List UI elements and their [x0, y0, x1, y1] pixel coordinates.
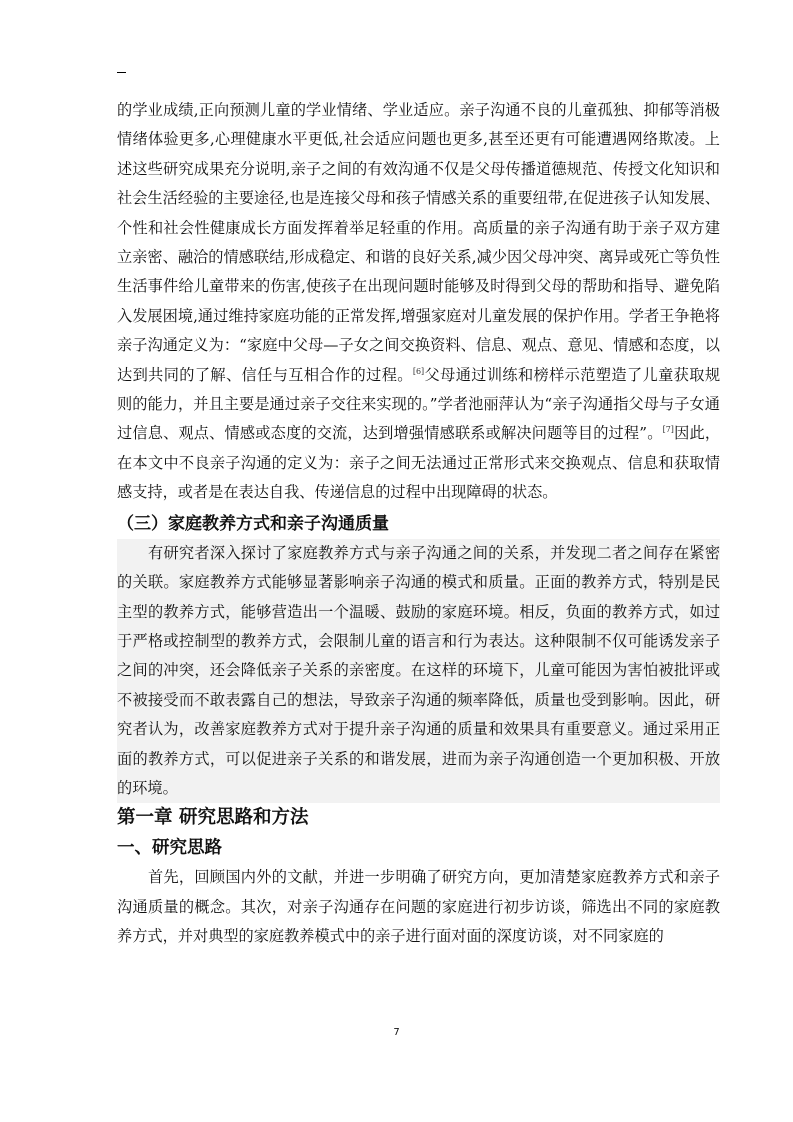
page-content: [117, 96, 720, 952]
subsection-1-paragraph: 首先，回顾国内外的文献，并进一步明确了研究方向，更加清楚家庭教养方式和亲子沟通质量的概念。其次，对亲子沟通存在问题的家庭进行初步访谈，筛选出不同的家庭教养方式，并对典型的家庭教养模式中的亲子进行面对面的深度访谈，对不同家庭的: [117, 868, 720, 946]
subsection-1-heading: 一、研究思路: [117, 838, 222, 859]
intro-paragraph-part1: 的学业成绩,正向预测儿童的学业情绪、学业适应。亲子沟通不良的儿童孤独、抑郁等消极情绪体验更多,心理健康水平更低,社会适应问题也更多,甚至还更有可能遭遇网络欺凌。上述这些研究成果充分说明,亲子之间的有效沟通不仅是父母传播道德规范、传授文化知识和社会生活经验的主要途径,也是连接父母和孩子情感关系的重要纽带,在促进孩子认知发展、个性和社会性健康成长方面发挥着举足轻重的作用。高质量的亲子沟通有助于亲子双方建立亲密、融洽的情感联结,形成稳定、和谐的良好关系,减少因父母冲突、离异或死亡等负性生活事件给儿童带来的伤害,使孩子在出现问题时能够及时得到父母的帮助和指导、避免陷入发展困境,通过维持家庭功能的正常发挥,增强家庭对儿童发展的保护作用。学者王争艳将亲子沟通定义为：“家庭中父母—子女之间交换资料、信息、观点、意见、情感和态度，以达到共同的了解、信任与互相合作的过程。: [117, 101, 720, 384]
section-3-heading: （三）家庭教养方式和亲子沟通质量: [117, 513, 389, 534]
header-mark: [117, 72, 126, 73]
citation-7: [7]: [662, 425, 674, 435]
section-3-paragraph: 有研究者深入探讨了家庭教养方式与亲子沟通之间的关系，并发现二者之间存在紧密的关联。家庭教养方式能够显著影响亲子沟通的模式和质量。正面的教养方式，特别是民主型的教养方式，能够营造出一个温暖、鼓励的家庭环境。相反，负面的教养方式，如过于严格或控制型的教养方式，会限制儿童的语言和行为表达。这种限制不仅可能诱发亲子之间的冲突，还会降低亲子关系的亲密度。在这样的环境下，儿童可能因为害怕被批评或不被接受而不敢表露自己的想法，导致亲子沟通的频率降低，质量也受到影响。因此，研究者认为，改善家庭教养方式对于提升亲子沟通的质量和效果具有重要意义。通过采用正面的教养方式，可以促进亲子关系的和谐发展，进而为亲子沟通创造一个更加积极、开放的环境。: [117, 539, 720, 804]
page-number: 7: [393, 1027, 400, 1038]
citation-6: [6]: [412, 366, 425, 376]
intro-paragraph: [117, 96, 720, 508]
intro-paragraph-part2: 父母通过训练和榜样示范塑造了儿童获取规则的能力，并且主要是通过亲子交往来实现的。”学者池丽萍认为“亲子沟通指父母与子女通过信息、观点、情感或态度的交流，达到增强情感联系或解决问题等目的过程”。: [117, 365, 720, 443]
chapter-1-heading: 第一章 研究思路和方法: [117, 807, 309, 829]
intro-paragraph-part3: 因此，在本文中不良亲子沟通的定义为：亲子之间无法通过正常形式来交换观点、信息和获取情感支持，或者是在表达自我、传递信息的过程中出现障碍的状态。: [117, 424, 721, 502]
